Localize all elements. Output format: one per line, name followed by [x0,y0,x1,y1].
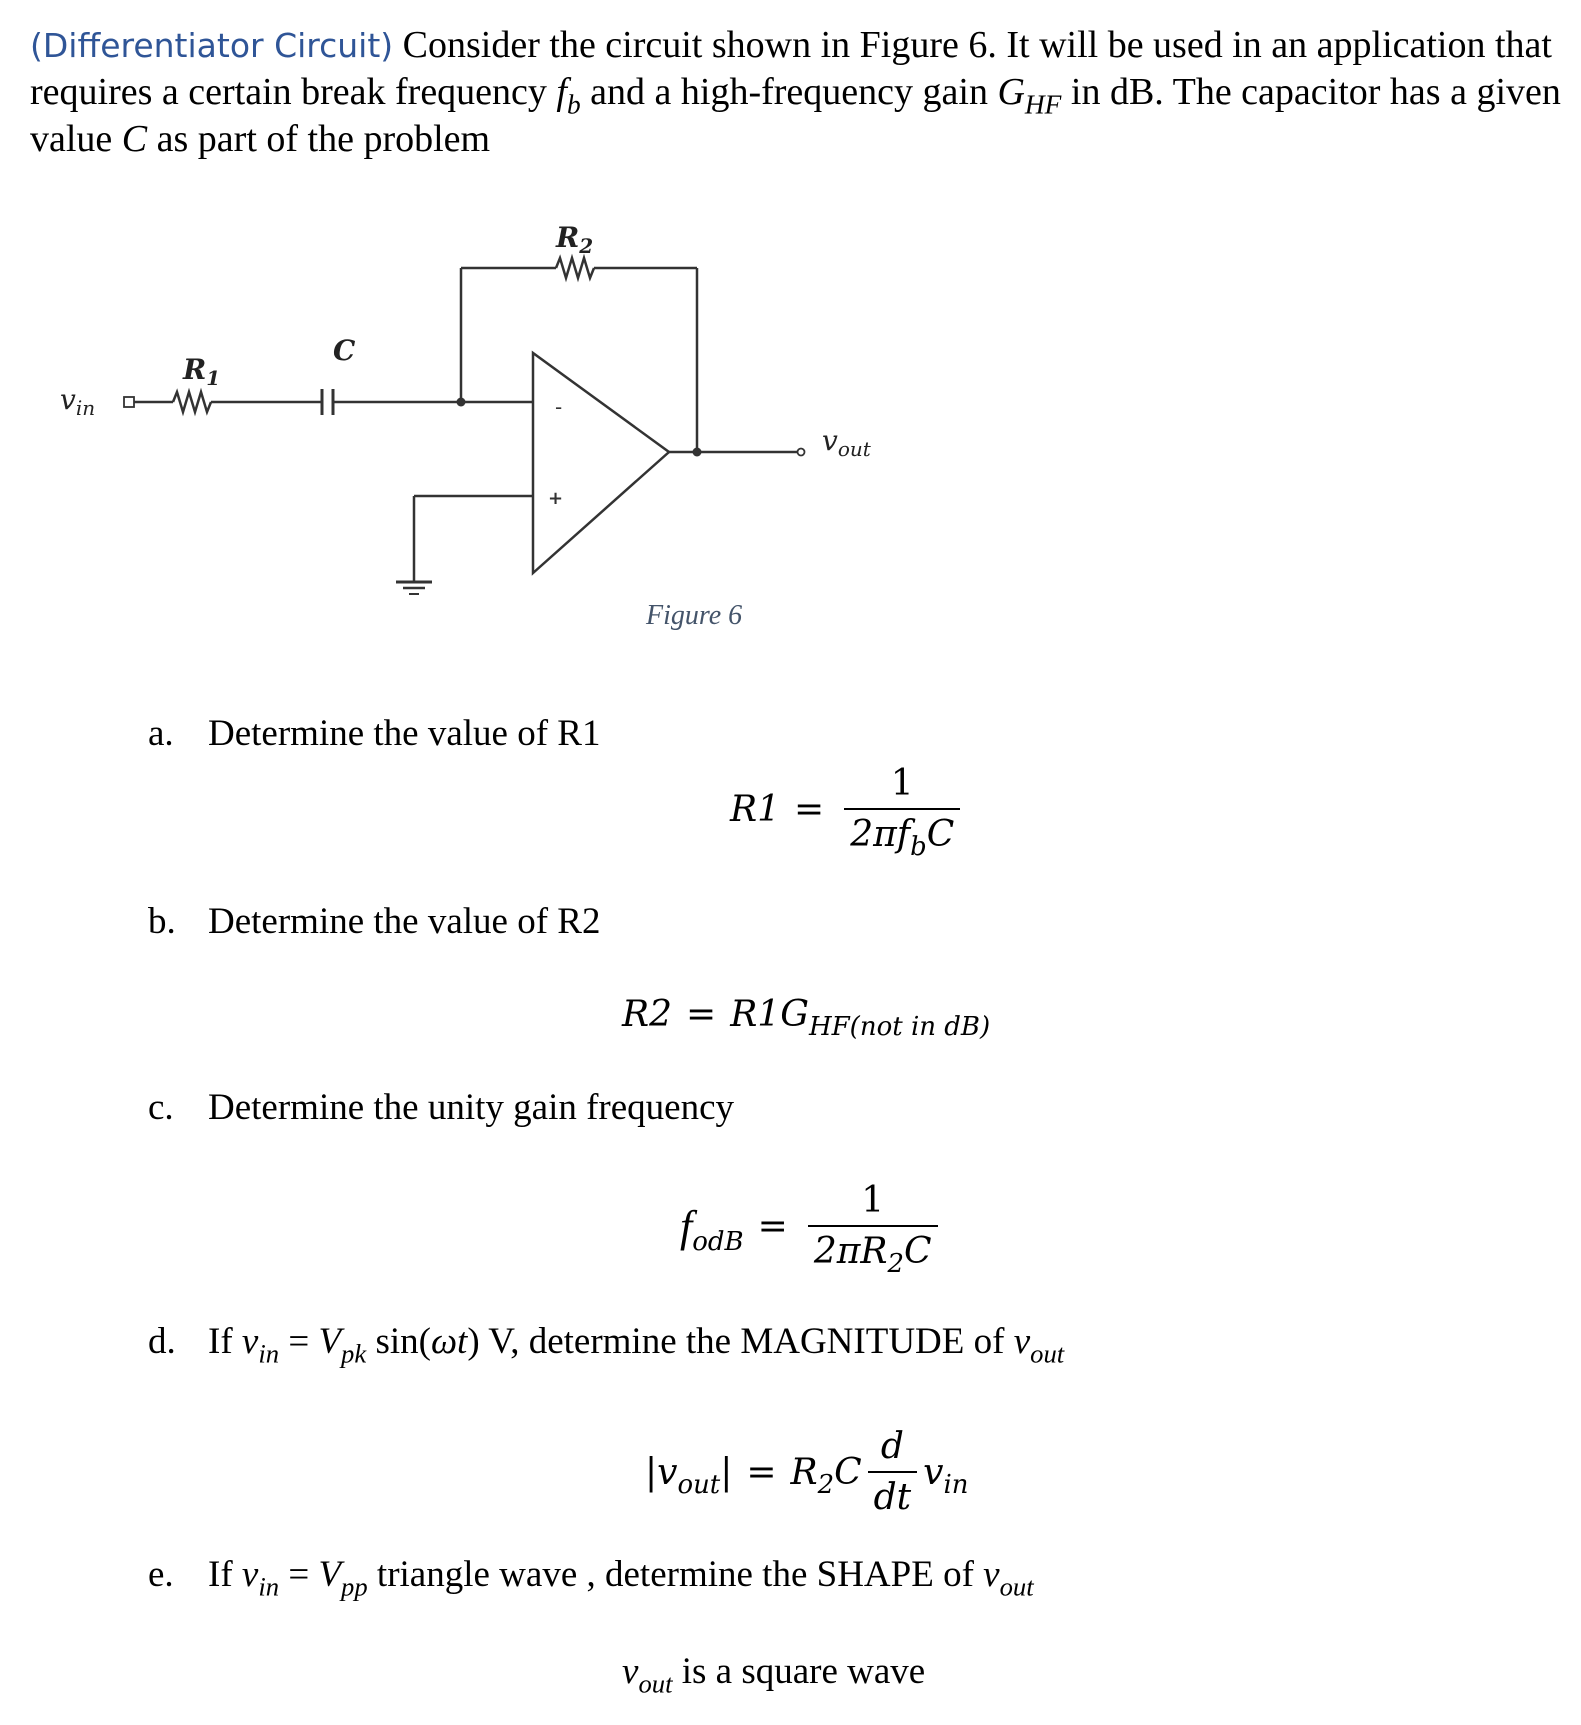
r2-resistor-symbol [556,258,594,278]
question-e-vin: $v_{in}$ [241,1554,280,1602]
question-e-label: e. [148,1554,174,1595]
eq-a-lhs: R1 [730,788,781,830]
vin-terminal [124,397,134,407]
eq-a-equals: = [794,788,825,830]
eq-a-denominator: $2\pi f_bC$ [844,808,960,855]
intro-text-2: and a high-frequency gain [580,71,998,113]
question-e: e. If $v_{in} = V_{pp}$ triangle wave , determine the SHAPE of $v_{out}$ [148,1554,1034,1602]
question-b-text: Determine the value of R2 [208,901,601,942]
equation-b [622,994,991,1043]
eq-a-numerator: 1 [890,763,914,804]
question-d-label: d. [148,1321,176,1362]
eq-b-rhs: $R1G_{HF(not in dB)}$ [730,994,991,1043]
eq-d-r2c: $R_2C$ [790,1451,862,1500]
vout-label: $v_{out}$ [822,424,871,461]
eq-d-vin: $v_{in}$ [923,1451,969,1500]
junction-output [693,448,702,457]
fb-symbol: $f_b$ [556,71,581,120]
question-e-vout: $v_{out}$ [983,1554,1034,1602]
question-b-label: b. [148,901,176,942]
question-a-text: Determine the value of R1 [208,713,601,754]
eq-c-numerator: 1 [861,1180,885,1221]
question-a [148,712,600,756]
figure-caption: Figure 6 [646,600,743,631]
vin-label: $v_{in}$ [60,383,96,420]
question-e-vpp: $V_{pp}$ [318,1554,368,1602]
question-d: d. If $v_{in} = V_{pk}$ sin(ωt) V, determine the MAGNITUDE of $v_{out}$ [148,1321,1065,1369]
op-amp-plus-label: + [548,488,564,509]
eq-d-lhs: $|v_{out}|$ [645,1451,733,1500]
r1-label: $R_1$ [183,353,221,390]
junction-inverting [457,398,466,407]
vout-terminal [798,449,805,456]
eq-a-fraction [844,763,960,863]
answer-e-text: is a square wave [672,1651,926,1692]
intro-text-3: in dB. The capacitor has a given value [30,71,1561,160]
r2-label: $R_2$ [556,221,594,258]
c-label: C [333,334,356,367]
op-amp-triangle [533,353,669,573]
question-c [148,1086,734,1130]
eq-c-denominator: $2\pi R_2C$ [808,1225,938,1272]
question-d-vin: $v_{in}$ [241,1321,280,1369]
question-d-vout: $v_{out}$ [1013,1321,1065,1369]
question-b [148,900,600,944]
equation-d [645,1426,968,1518]
ghf-symbol: $G_{HF}$ [997,71,1062,120]
eq-b-equals: = [686,994,717,1035]
answer-e [622,1650,926,1699]
intro-text-1: Consider the circuit shown in Figure 6. It will be used in an application that requires a certain break frequency [30,24,1552,113]
circuit-diagram [0,210,1000,640]
eq-c-lhs: $f_{odB}$ [680,1201,744,1257]
eq-c-equals: = [757,1205,788,1247]
question-c-label: c. [148,1087,174,1128]
question-d-vpk: $V_{pk}$ [318,1321,367,1369]
question-c-text: Determine the unity gain frequency [208,1087,735,1128]
op-amp-minus-label: - [555,395,563,419]
eq-d-derivative [868,1426,918,1518]
equation-c [680,1180,944,1280]
intro-text-4: as part of the problem [147,118,491,160]
c-symbol: C [121,118,148,160]
eq-d-equals: = [746,1451,777,1493]
eq-d-denominator: dt [868,1471,918,1518]
problem-statement [30,22,1565,163]
eq-c-fraction [808,1180,938,1280]
r1-resistor-symbol [173,392,211,412]
equation-a [730,763,966,863]
eq-b-lhs: R2 [622,994,673,1035]
eq-d-numerator: d [880,1426,904,1467]
answer-e-vout: $v_{out}$ [622,1651,673,1699]
question-a-label: a. [148,713,174,754]
problem-tag: (Differentiator Circuit) [30,26,394,65]
